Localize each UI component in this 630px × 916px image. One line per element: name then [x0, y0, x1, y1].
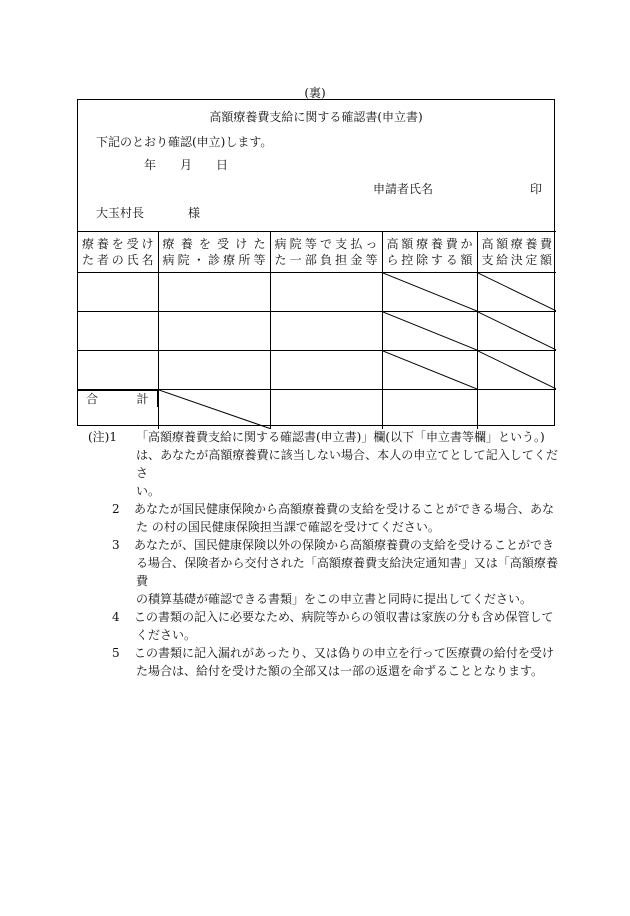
cell-decided-struck — [477, 312, 556, 351]
cell-patient-name[interactable] — [78, 312, 158, 351]
note-item: 4 この書類の記入に必要なため、病院等からの領収書は家族の分も含め保管して — [112, 610, 554, 624]
confirmation-form — [77, 99, 555, 426]
cell-copayment-total[interactable] — [270, 390, 382, 429]
cell-patient-name[interactable] — [78, 273, 158, 312]
cell-deduction-struck — [382, 312, 477, 351]
cell-hospital-total-struck — [158, 390, 270, 429]
header-copayment: 病院等で支払っ た一部負担金等 — [270, 232, 382, 273]
table-row — [78, 273, 556, 312]
form-title: 高額療養費支給に関する確認書(申立書) — [209, 110, 423, 124]
cell-hospital[interactable] — [158, 351, 270, 390]
header-patient-name: 療養を受け た者の氏名 — [78, 232, 158, 273]
form-statement: 下記のとおり確認(申立)します。 — [96, 135, 273, 149]
cell-copayment[interactable] — [270, 351, 382, 390]
cell-copayment[interactable] — [270, 273, 382, 312]
total-row — [78, 390, 556, 429]
cell-decided-struck — [477, 273, 556, 312]
cell-decided-total[interactable] — [477, 390, 556, 429]
header-deduction: 高額療養費か ら控除する額 — [382, 232, 477, 273]
total-label: 合 計 — [78, 390, 158, 407]
page-side-label: (裏) — [304, 86, 326, 100]
table-row — [78, 312, 556, 351]
table-header-row — [78, 232, 556, 273]
cell-hospital[interactable] — [158, 273, 270, 312]
seal-mark: 印 — [530, 182, 543, 196]
cell-decided-struck — [477, 351, 556, 390]
header-decided-amount: 高額療養費 支給決定額 — [477, 232, 556, 273]
table-row — [78, 351, 556, 390]
cell-patient-name[interactable] — [78, 351, 158, 390]
note-item: 2 あなたが国民健康保険から高額療養費の支給を受けることができる場合、あな — [112, 502, 555, 516]
notes-prefix: (注)1 — [88, 430, 117, 444]
cell-hospital[interactable] — [158, 312, 270, 351]
claim-table — [78, 231, 556, 429]
header-hospital: 療養を受けた 病院・診療所等 — [158, 232, 270, 273]
addressee: 大玉村長 — [96, 206, 145, 220]
honorific: 様 — [188, 206, 201, 220]
cell-deduction-total[interactable] — [382, 390, 477, 429]
cell-deduction-struck — [382, 273, 477, 312]
note-item: 5 この書類に記入漏れがあったり、又は偽りの申立を行って医療費の給付を受け — [112, 646, 554, 660]
note-item: 3 あなたが、国民健康保険以外の保険から高額療養費の支給を受けることができ — [112, 538, 555, 552]
applicant-label: 申請者氏名 — [373, 182, 434, 196]
note-item: (注)1 「高額療養費支給に関する確認書(申立書)」欄(以下「申立書等欄」という。) — [88, 430, 545, 444]
date-line[interactable]: 年 月 日 — [144, 158, 229, 172]
notes-section: (注)1 「高額療養費支給に関する確認書(申立書)」欄(以下「申立書等欄」という。) は、あなたが高額療養費に該当しない場合、本人の申立てとして記入してくださ い。 2 あなたが国民健康保険から高額療養費の支給を受けることができる場合、あな た の村の国民健康保険担当課で確認を受けてください。 3 あなたが、国民健康保険以外の保険から高額療養費の支給を受けることができ る場合、保険者から交付された「高額療養費支給決定通知書」又は「高額療養費 の積算基礎が確認できる書類」をこの申立書と同時に提出してください。 4 この書類の記入に必要なため、病院等からの領収書は家族の分も含め保管して ください。 5 この書類に記入漏れがあったり、又は偽りの申立を行って医療費の給付を受け た場合は、給付を受けた額の全部又は一部の返還を命ずることとなります。 — [88, 430, 558, 678]
cell-deduction-struck — [382, 351, 477, 390]
cell-copayment[interactable] — [270, 312, 382, 351]
